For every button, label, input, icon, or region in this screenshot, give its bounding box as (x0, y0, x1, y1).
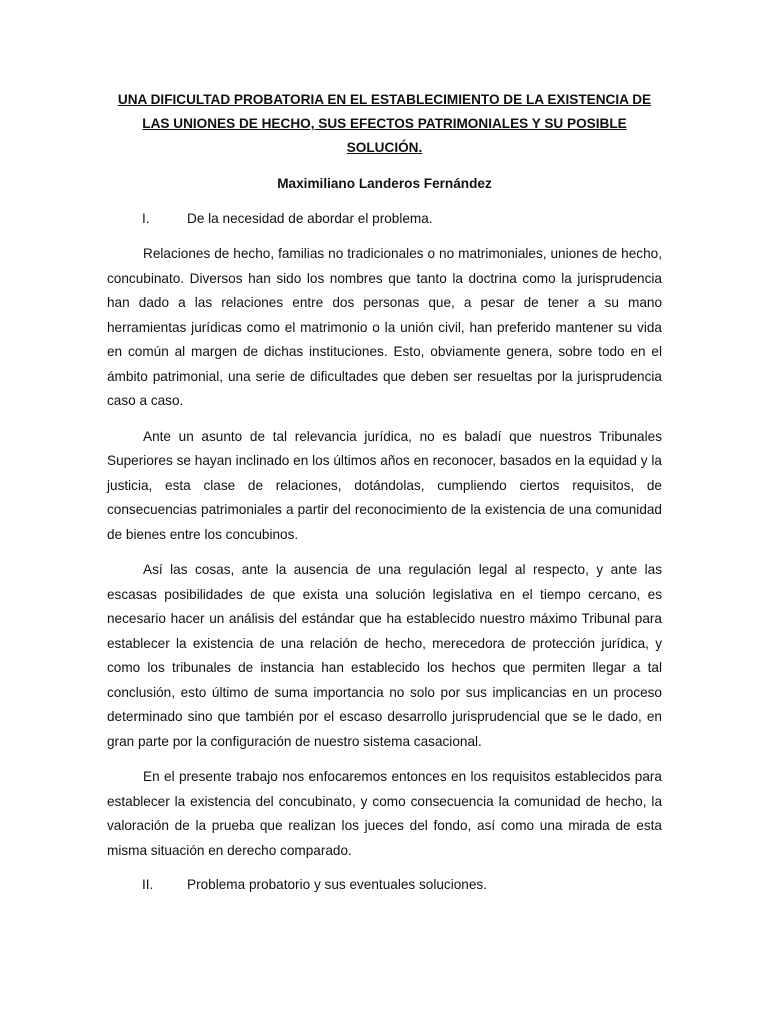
body-paragraph: Así las cosas, ante la ausencia de una regulación legal al respecto, y ante las escasas posibilidades de que exista una solución legislativa en el tiempo cercano, es necesario hacer un análisis del estándar que ha establecido nuestro máximo Tribunal para establecer la existencia de una relación de hecho, merecedora de protección jurídica, y como los tribunales de instancia han establecido los hechos que permiten llegar a tal conclusión, esto último de suma importancia no solo por sus implicancias en un proceso determinado sino que también por el escaso desarrollo jurisprudencial que se le dado, en gran parte por la configuración de nuestro sistema casacional. (107, 562, 662, 749)
document-author: Maximiliano Landeros Fernández (277, 176, 492, 191)
section-heading-1 (107, 207, 662, 232)
body-paragraph: Relaciones de hecho, familias no tradicionales o no matrimoniales, uniones de hecho, concubinato. Diversos han sido los nombres que tanto la doctrina como la jurisprudencia han dado a las relaciones entre dos personas que, a pesar de tener a su mano herramientas jurídicas como el matrimonio o la unión civil, han preferido mantener su vida en común al margen de dichas instituciones. Esto, obviamente genera, sobre todo en el ámbito patrimonial, una serie de dificultades que deben ser resueltas por la jurisprudencia caso a caso. (107, 246, 662, 408)
body-paragraph: En el presente trabajo nos enfocaremos entonces en los requisitos establecidos para establecer la existencia del concubinato, y como consecuencia la comunidad de hecho, la valoración de la prueba que realizan los jueces del fondo, así como una mirada de esta misma situación en derecho comparado. (107, 769, 662, 858)
section-heading-2 (107, 873, 662, 898)
section-number: I. (142, 210, 150, 226)
section-number: II. (142, 877, 154, 892)
body-paragraph: Ante un asunto de tal relevancia jurídica, no es baladí que nuestros Tribunales Superiores se hayan inclinado en los últimos años en reconocer, basados en la equidad y la justicia, esta clase de relaciones, dotándolas, cumpliendo ciertos requisitos, de consecuencias patrimoniales a partir del reconocimiento de la existencia de una comunidad de bienes entre los concubinos. (107, 428, 662, 542)
section-heading-text: De la necesidad de abordar el problema. (187, 210, 433, 226)
document-body (107, 88, 662, 898)
document-title: UNA DIFICULTAD PROBATORIA EN EL ESTABLECIMIENTO DE LA EXISTENCIA DE LAS UNIONES DE HECHO, SUS EFECTOS PATRIMONIALES Y SU POSIBLE SOLUCIÓN. (117, 92, 652, 155)
section-heading-text: Problema probatorio y sus eventuales soluciones. (187, 877, 487, 892)
